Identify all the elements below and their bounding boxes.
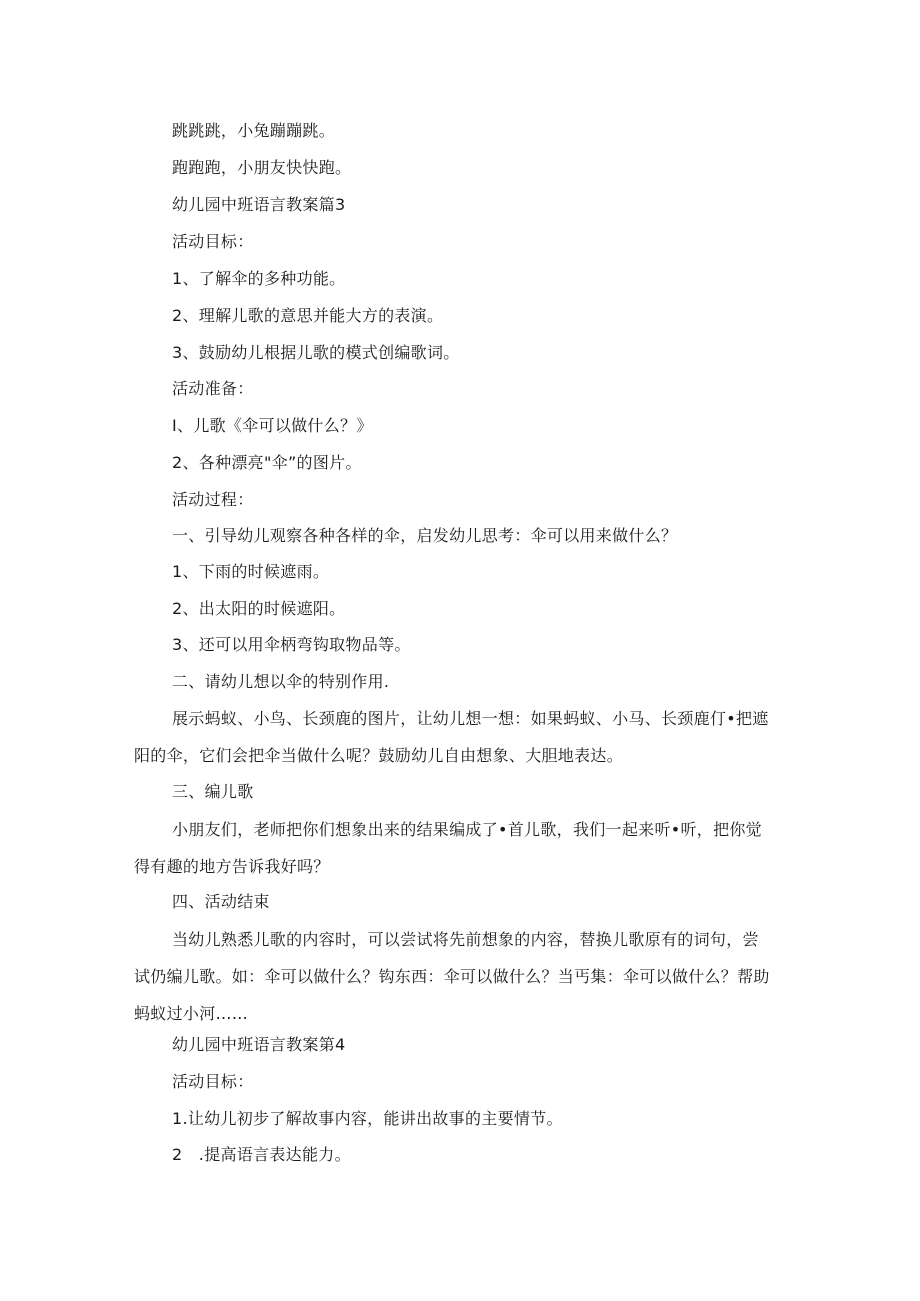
subheading: 活动目标： (172, 1072, 254, 1091)
list-item: 2、各种漂亮"伞”的图片。 (172, 453, 362, 472)
text-line: 跳跳跳，小兔蹦蹦跳。 (172, 121, 336, 140)
list-item: 3、鼓励幼儿根据儿歌的模式创编歌词。 (172, 343, 460, 362)
body-paragraph: 展示蚂蚁、小鸟、长颈鹿的图片，让幼儿想一想：如果蚂蚁、小马、长颈鹿仃•把遮阳的伞，它们会把伞当做什么呢？鼓励幼儿自由想象、大胆地表达。 (134, 709, 769, 765)
list-item: 1、了解伞的多种功能。 (172, 269, 346, 288)
section-heading: 幼儿园中班语言教案第4 (172, 1035, 346, 1054)
step-heading: 三、编儿歌 (172, 782, 254, 801)
list-item: 2、出太阳的时候遮阳。 (172, 599, 346, 618)
body-paragraph: 当幼儿熟悉儿歌的内容时，可以尝试将先前想象的内容，替换儿歌原有的词句，尝试仍编儿歌。如：伞可以做什么？钩东西：伞可以做什么？当丐集：伞可以做什么？帮助蚂蚁过小河…… (134, 930, 770, 1023)
list-item: 2 .提高语言表达能力。 (172, 1145, 351, 1164)
subheading: 活动目标： (172, 232, 254, 251)
list-item: I、儿歌《伞可以做什么？》 (172, 416, 373, 435)
body-paragraph: 小朋友们，老师把你们想象出来的结果编成了•首儿歌，我们一起来听•听，把你觉得有趣的地方告诉我好吗？ (134, 820, 762, 876)
list-item: 1.让幼儿初步了解故事内容，能讲出故事的主要情节。 (172, 1109, 563, 1128)
step-heading: 一、引导幼儿观察各种各样的伞，启发幼儿思考：伞可以用来做什么？ (172, 526, 678, 545)
step-heading: 二、请幼儿想以伞的特别作用. (172, 672, 390, 691)
list-item: 3、还可以用伞柄弯钩取物品等。 (172, 635, 411, 654)
subheading: 活动过程： (172, 490, 254, 509)
list-item: 1、下雨的时候遮雨。 (172, 562, 330, 581)
text-line: 跑跑跑，小朋友快快跑。 (172, 158, 352, 177)
subheading: 活动准备： (172, 379, 254, 398)
list-item: 2、理解儿歌的意思并能大方的表演。 (172, 306, 444, 325)
section-heading: 幼儿园中班语言教案篇3 (172, 195, 346, 214)
step-heading: 四、活动结束 (172, 892, 270, 911)
